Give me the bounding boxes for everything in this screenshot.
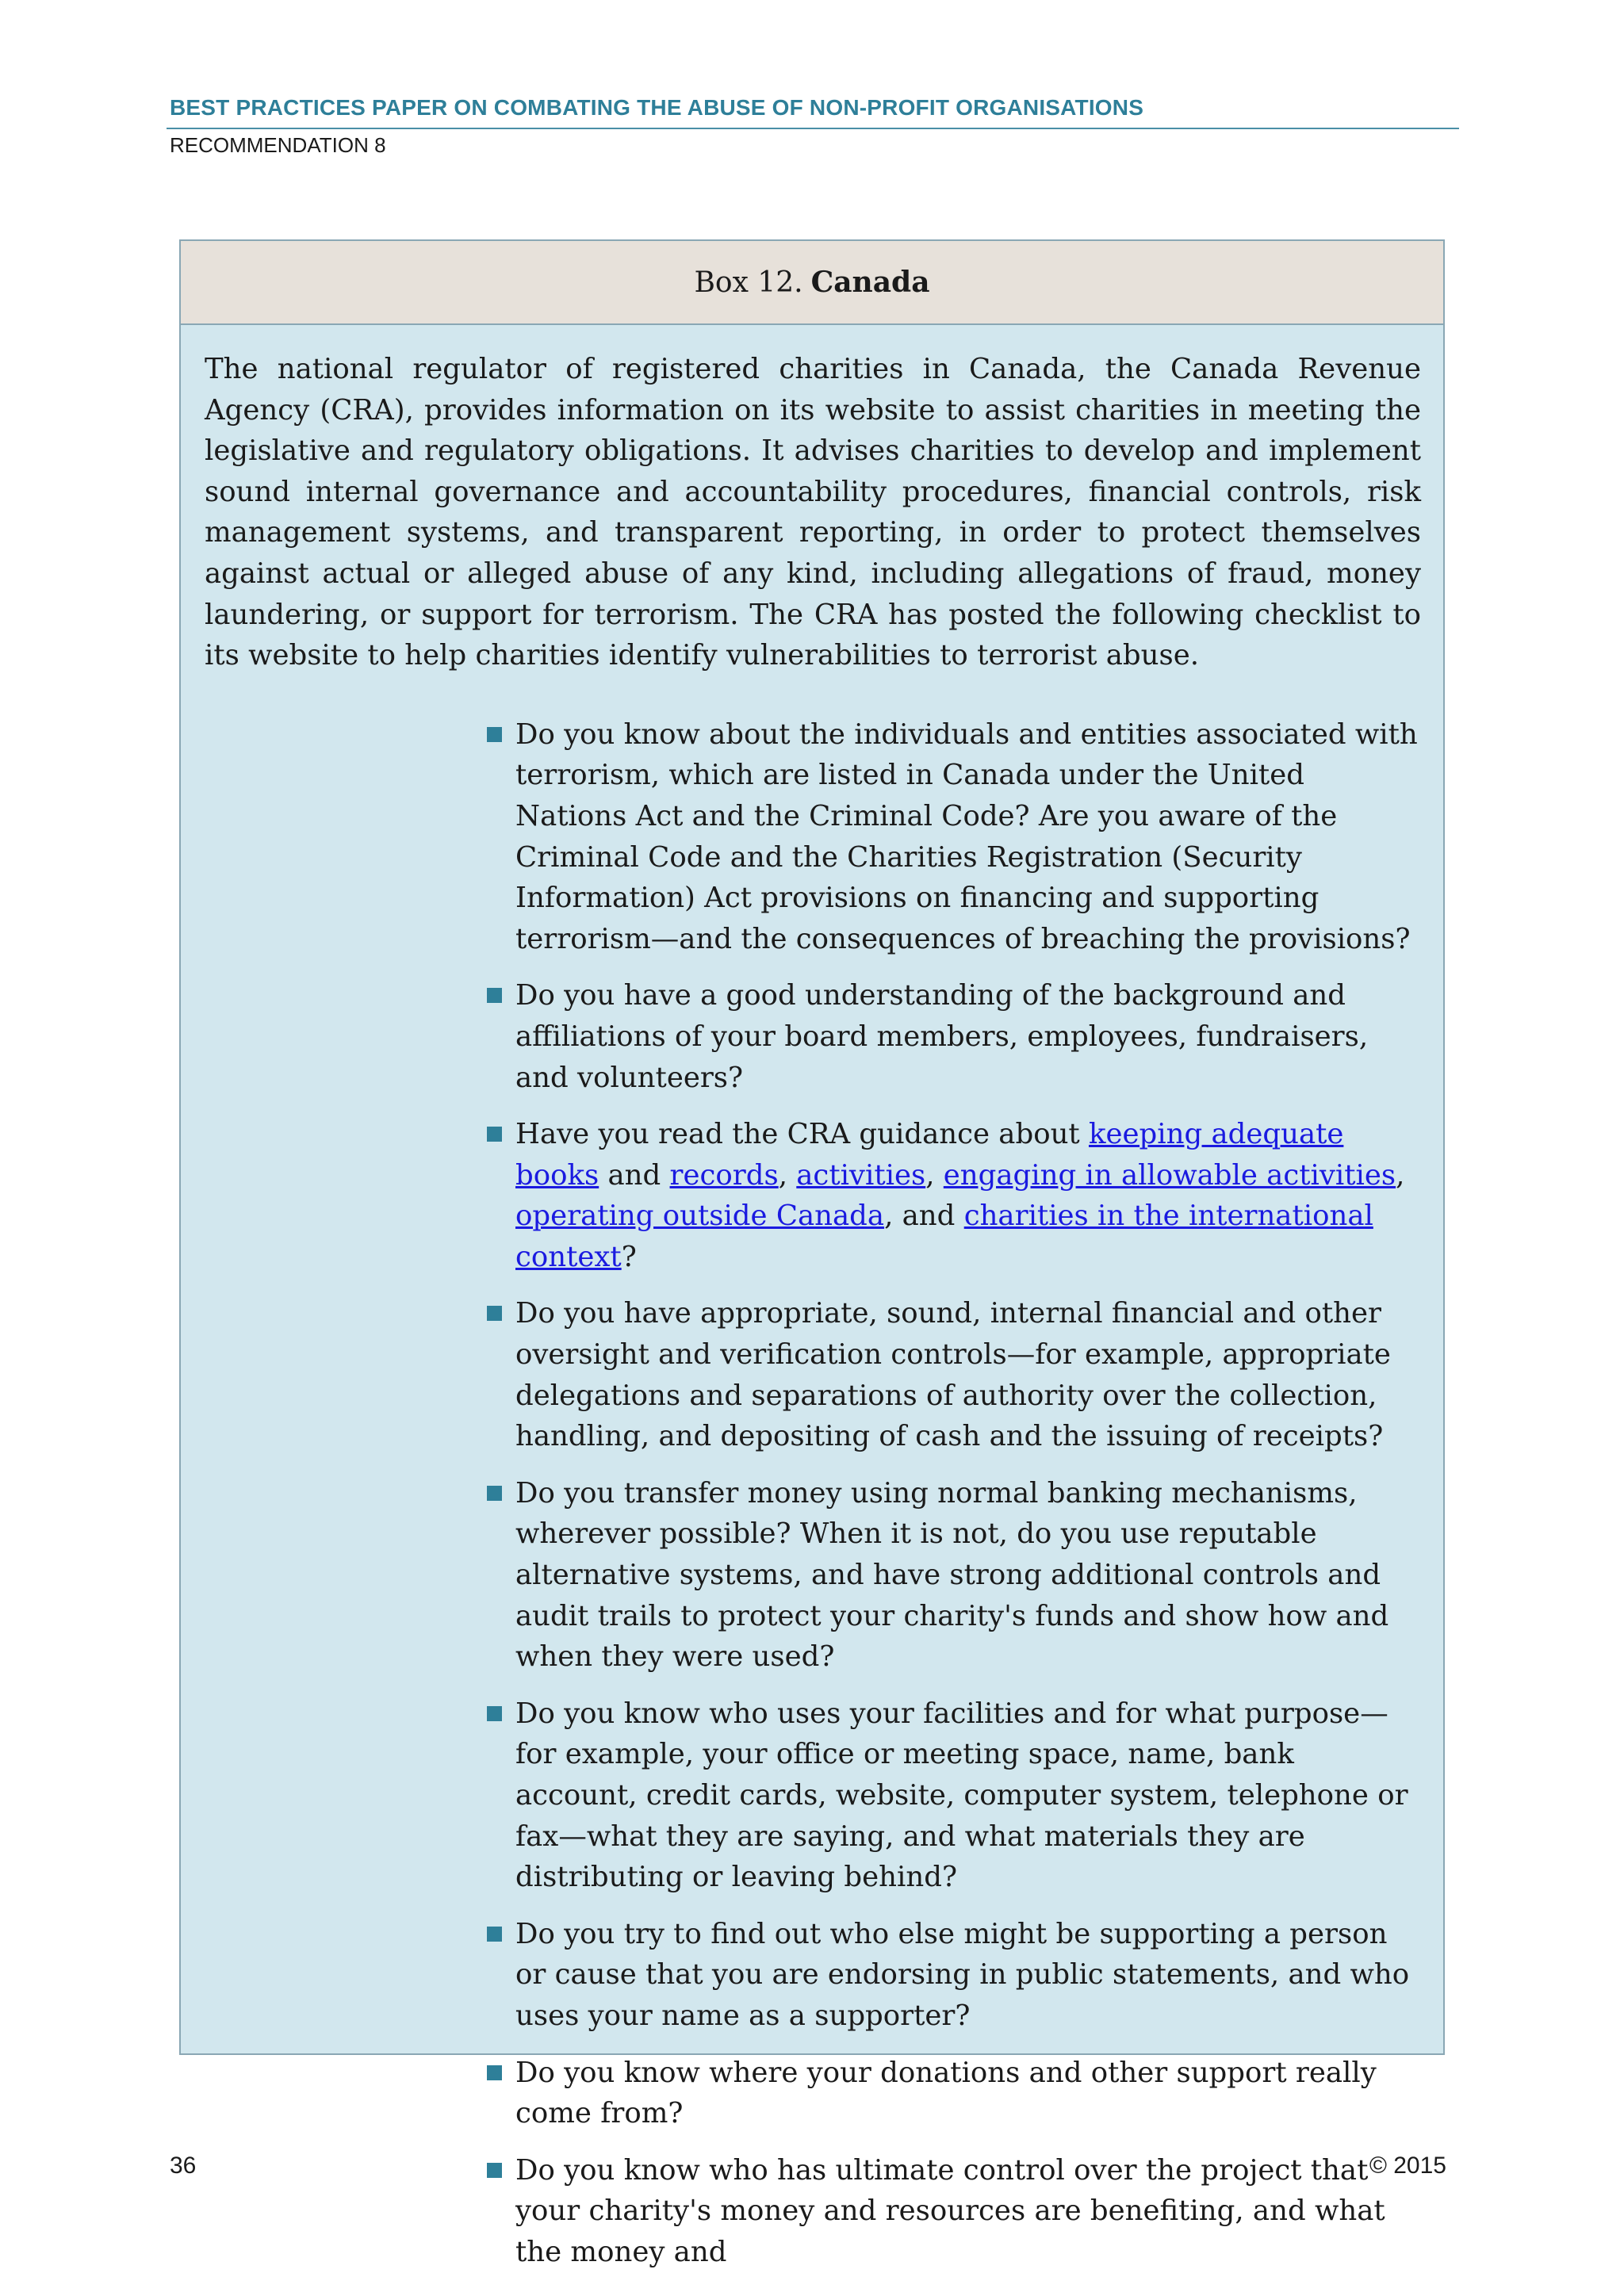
checklist-item [515, 714, 1421, 960]
link-engaging-in-allowable-activities[interactable]: engaging in allowable activities [943, 1158, 1396, 1192]
square-bullet-icon [487, 2163, 502, 2178]
guidance-mid-2: , and [884, 1200, 964, 1233]
checklist-item [515, 1914, 1421, 2037]
checklist-item-guidance [515, 1114, 1421, 1277]
square-bullet-icon [487, 988, 502, 1003]
square-bullet-icon [487, 1127, 502, 1142]
link-records[interactable]: records [669, 1158, 779, 1192]
copyright: © 2015 [1369, 2152, 1446, 2179]
square-bullet-icon [487, 1706, 502, 1721]
link-charities-international-context[interactable]: charities in the international context [515, 1200, 1373, 1273]
page-number: 36 [170, 2152, 197, 2179]
checklist-item-text: Do you try to find out who else might be supporting a person or cause that you are endorsing in public statements, and who uses your name as a supporter? [515, 1917, 1410, 2032]
square-bullet-icon [487, 727, 502, 742]
box-country: Canada [810, 266, 930, 299]
checklist-item-text: Do you know about the individuals and entities associated with terrorism, which are listed in Canada under the United Nations Act and the Criminal Code? Are you aware of the Criminal Code and the Charities Registration (Security Information) Act provisions on financing and supporting terrorism—and the consequences of breaching the provisions? [515, 718, 1418, 955]
running-header-title: BEST PRACTICES PAPER ON COMBATING THE ABUSE OF NON-PROFIT ORGANISATIONS [170, 95, 1144, 120]
checklist-item-text: Do you know who uses your facilities and for what purpose—for example, your office or meeting space, name, bank account, credit cards, website, computer system, telephone or fax—what they are saying, and what materials they are distributing or leaving behind? [515, 1697, 1408, 1894]
checklist-item [515, 1473, 1421, 1678]
square-bullet-icon [487, 1927, 502, 1942]
guidance-sep-1: , [778, 1158, 797, 1192]
guidance-prefix: Have you read the CRA guidance about [515, 1118, 1089, 1151]
checklist-item [515, 2150, 1421, 2273]
running-header-subtitle: RECOMMENDATION 8 [170, 133, 386, 157]
guidance-mid-1: and [599, 1158, 670, 1192]
link-activities[interactable]: activities [796, 1158, 926, 1192]
checklist-item [515, 2053, 1421, 2134]
box-label: Box 12. [694, 266, 803, 299]
guidance-suffix: ? [621, 1240, 637, 1273]
checklist-item-text: Do you know who has ultimate control over the project that your charity's money and resources are benefiting, and what the money and [515, 2153, 1385, 2268]
guidance-sep-2: , [925, 1158, 944, 1192]
cra-checklist [181, 714, 1421, 2273]
checklist-item [515, 1293, 1421, 1456]
square-bullet-icon [487, 1486, 502, 1501]
square-bullet-icon [487, 1306, 502, 1321]
box-intro-paragraph: The national regulator of registered charities in Canada, the Canada Revenue Agency (CRA), provides information on its website to assist charities in meeting the legislative and regulatory obligations. It advises charities to develop and implement sound internal governance and accountability procedures, financial controls, risk management systems, and transparent reporting, in order to protect themselves against actual or alleged abuse of any kind, including allegations of fraud, money laundering, or support for terrorism. The CRA has posted the following checklist to its website to help charities identify vulnerabilities to terrorist abuse. [205, 353, 1421, 672]
box-header [181, 241, 1443, 325]
link-keeping-adequate-books[interactable]: keeping adequate books [515, 1118, 1344, 1192]
checklist-item-text: Do you transfer money using normal banking mechanisms, wherever possible? When it is not, do you use reputable alternative systems, and have strong additional controls and audit trails to protect your charity's funds and show how and when they were used? [515, 1476, 1389, 1674]
checklist-item-text: Do you know where your donations and other support really come from? [515, 2056, 1377, 2130]
checklist-item-text: Do you have a good understanding of the background and affiliations of your board members, employees, fundraisers, and volunteers? [515, 979, 1369, 1094]
square-bullet-icon [487, 2065, 502, 2080]
link-operating-outside-canada[interactable]: operating outside Canada [515, 1200, 885, 1233]
guidance-sep-3: , [1396, 1158, 1405, 1192]
header-divider [167, 128, 1459, 129]
checklist-item [515, 975, 1421, 1098]
checklist-item [515, 1693, 1421, 1898]
checklist-item-text: Do you have appropriate, sound, internal financial and other oversight and verification controls—for example, appropriate delegations and separations of authority over the collection, handling, and depositing of cash and the issuing of receipts? [515, 1297, 1391, 1453]
